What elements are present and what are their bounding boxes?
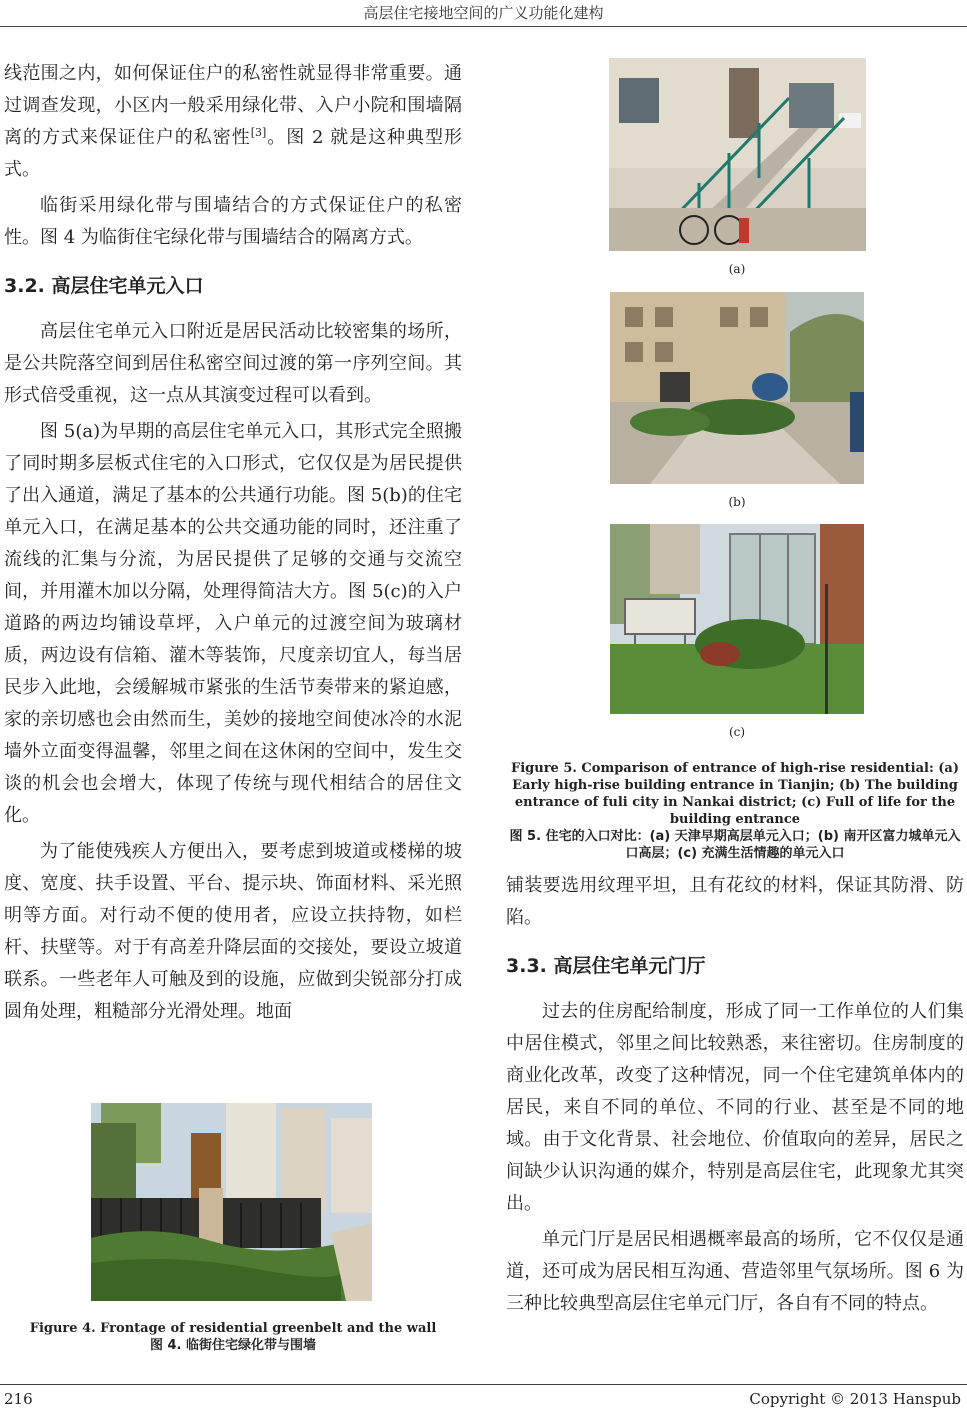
paragraph: 为了能使残疾人方便出入，要考虑到坡道或楼梯的坡度、宽度、扶手设置、平台、提示块、饰面材料、采光照明等方面。对行动不便的使用者，应设立扶持物，如栏杆、扶壁等。对于有高差升降层面的交接处，要设立坡道联系。一些老年人可触及到的设施，应做到尖锐部分打成圆角处理，粗糙部分光滑处理。地面	[4, 841, 462, 1022]
figure5a-label: (a)	[728, 262, 746, 276]
figure5-caption-zh: 图 5. 住宅的入口对比：(a) 天津早期高层单元入口；(b) 南开区富力城单元入口高层；(c) 充满生活情趣的单元入口	[509, 829, 961, 861]
glass-entrance-garden-image	[610, 524, 864, 714]
entrance-shrubs-image	[610, 292, 864, 484]
paragraph: 单元门厅是居民相遇概率最高的场所，它不仅仅是通道，还可成为居民相互沟通、营造邻里气氛场所。图 6 为三种比较典型高层住宅单元门厅，各自有不同的特点。	[506, 1229, 964, 1314]
paragraph: 过去的住房配给制度，形成了同一工作单位的人们集中居住模式，邻里之间比较熟悉，来往密切。住房制度的商业化改革，改变了这种情况，同一个住宅建筑单体内的居民，来自不同的单位、不同的行业、甚至是不同的地域。由于文化背景、社会地位、价值取向的差异，居民之间缺少认识沟通的媒介，特别是高层住宅，此现象尤其突出。	[506, 1001, 964, 1214]
figure5b-label: (b)	[728, 495, 746, 509]
figure5c-photo	[610, 524, 864, 714]
copyright-notice: Copyright © 2013 Hanspub	[749, 1390, 961, 1408]
figure5-caption-en: Figure 5. Comparison of entrance of high-rise residential: (a) Early high-rise building entrance in Tianjin; (b) The building entrance of fuli city in Nankai district; (c) Full of life for the building entrance	[510, 761, 959, 827]
left-column	[4, 58, 462, 1032]
figure4-caption	[4, 1320, 462, 1354]
paragraph: 图 5(a)为早期的高层住宅单元入口，其形式完全照搬了同时期多层板式住宅的入口形式，它仅仅是为居民提供了出入通道，满足了基本的公共通行功能。图 5(b)的住宅单元入口，在满足基本的公共交通功能的同时，还注重了流线的汇集与分流，为居民提供了足够的交通与交流空间，并用灌木加以分隔，处理得简洁大方。图 5(c)的入户道路的两边均铺设草坪，入户单元的过渡空间为玻璃材质，两边设有信箱、灌木等装饰，尺度亲切宜人，每当居民步入此地，会缓解城市紧张的生活节奏带来的紧迫感，家的亲切感也会由然而生，美妙的接地空间使冰冷的水泥墙外立面变得温馨，邻里之间在这休闲的空间中，发生交谈的机会也会增大，体现了传统与现代相结合的居住文化。	[4, 421, 462, 826]
paragraph: 铺装要选用纹理平坦，且有花纹的材料，保证其防滑、防陷。	[506, 875, 964, 928]
figure5b-photo	[610, 292, 864, 484]
citation-ref[interactable]: [3]	[250, 126, 267, 139]
section-heading-3-2: 3.2. 高层住宅单元入口	[4, 275, 204, 297]
paragraph: 临街采用绿化带与围墙结合的方式保证住户的私密性。图 4 为临街住宅绿化带与围墙结合的隔离方式。	[4, 195, 462, 248]
paragraph: 线范围之内，如何保证住户的私密性就显得非常重要。通过调查发现，小区内一般采用绿化带、入户小院和围墙隔离的方式来保证住户的私密性[3]。图 2 就是这种典型形式。	[4, 63, 462, 180]
figure5c-label: (c)	[728, 725, 746, 739]
figure4-caption-en: Figure 4. Frontage of residential greenbelt and the wall	[29, 1321, 437, 1336]
figure4-caption-zh: 图 4. 临街住宅绿化带与围墙	[149, 1338, 317, 1353]
stairs-entrance-image	[609, 58, 866, 251]
figure4-photo	[91, 1103, 372, 1301]
header-rule	[0, 26, 967, 27]
figure5a-photo	[609, 58, 866, 251]
greenbelt-fence-image	[91, 1103, 372, 1301]
paragraph: 高层住宅单元入口附近是居民活动比较密集的场所，是公共院落空间到居住私密空间过渡的第一序列空间。其形式倍受重视，这一点从其演变过程可以看到。	[4, 321, 462, 406]
figure5-caption	[506, 760, 964, 862]
running-header: 高层住宅接地空间的广义功能化建构	[363, 4, 604, 22]
section-heading-3-3: 3.3. 高层住宅单元门厅	[506, 955, 706, 977]
right-column	[506, 870, 964, 1324]
footer-rule	[0, 1384, 967, 1385]
page-number: 216	[4, 1390, 33, 1408]
